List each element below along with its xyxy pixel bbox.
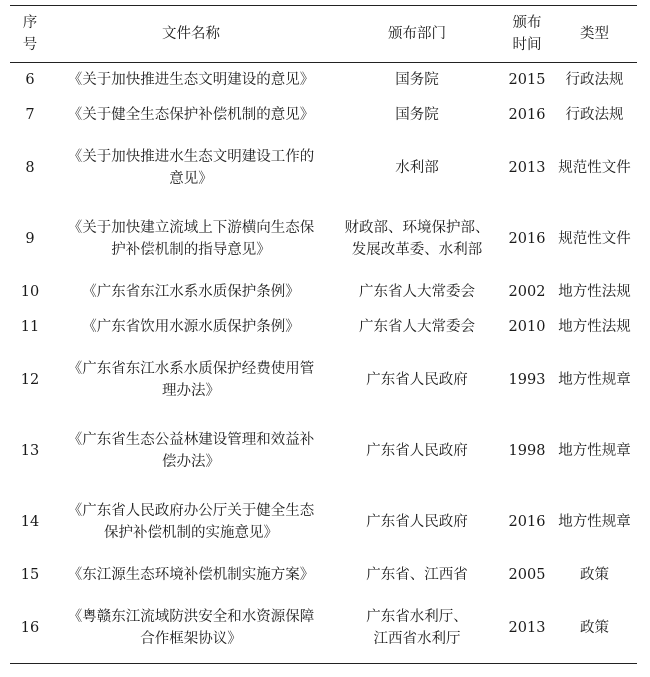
table-row: [10, 416, 637, 487]
cell-type: 地方性规章: [558, 443, 631, 459]
table-row: [10, 133, 637, 204]
cell-no: 6: [25, 72, 35, 89]
table-header-row: [10, 6, 637, 63]
cell-year: 2016: [508, 107, 546, 123]
cell-no: 8: [25, 160, 35, 176]
cell-type: 行政法规: [565, 107, 624, 123]
cell-no: 11: [20, 319, 40, 335]
table-row: [10, 345, 637, 416]
table-row: [10, 98, 637, 133]
cell-dept: 广东省人民政府: [366, 443, 468, 459]
header-year: 颁布 时间: [502, 6, 552, 63]
cell-dept: 国务院: [395, 107, 439, 123]
cell-dept: 财政部、环境保护部、 发展改革委、水利部: [344, 220, 490, 258]
cell-dept: 广东省、江西省: [366, 567, 468, 583]
cell-name: 《东江源生态环境补偿机制实施方案》: [67, 567, 315, 583]
cell-year: 2016: [508, 231, 546, 247]
table-row: [10, 275, 637, 310]
cell-year: 2013: [508, 160, 546, 176]
cell-type: 政策: [552, 593, 637, 664]
cell-dept: 国务院: [395, 72, 439, 89]
cell-name: 《关于加快推进生态文明建设的意见》: [67, 72, 315, 89]
cell-type: 地方性法规: [558, 319, 631, 335]
cell-no: 16: [10, 593, 50, 664]
cell-dept: 广东省水利厅、 江西省水利厅: [332, 593, 502, 664]
cell-name: 《广东省东江水系水质保护条例》: [82, 284, 300, 300]
cell-type: 规范性文件: [558, 160, 631, 176]
cell-name: 《广东省人民政府办公厅关于健全生态 保护补偿机制的实施意见》: [67, 503, 315, 541]
table-row: [10, 63, 637, 98]
cell-type: 地方性规章: [558, 514, 631, 530]
table-row: [10, 204, 637, 275]
cell-no: 13: [20, 443, 40, 459]
cell-year: 2005: [508, 567, 546, 583]
cell-name: 《粤赣东江流域防洪安全和水资源保障 合作框架协议》: [50, 593, 332, 664]
cell-dept: 广东省人大常委会: [359, 319, 475, 335]
cell-year: 2010: [508, 319, 546, 335]
cell-name: 《广东省饮用水源水质保护条例》: [82, 319, 300, 335]
cell-dept: 水利部: [395, 160, 439, 176]
cell-type: 政策: [580, 567, 609, 583]
cell-year: 1998: [508, 443, 546, 459]
cell-type: 地方性规章: [558, 372, 631, 388]
cell-dept: 广东省人民政府: [366, 372, 468, 388]
cell-name: 《广东省生态公益林建设管理和效益补 偿办法》: [67, 432, 315, 470]
cell-type: 行政法规: [565, 72, 624, 89]
cell-year: 2013: [502, 593, 552, 664]
regulations-table: [10, 5, 637, 664]
header-name: 文件名称: [50, 6, 332, 63]
cell-name: 《广东省东江水系水质保护经费使用管 理办法》: [67, 361, 315, 399]
header-dept: 颁布部门: [332, 6, 502, 63]
cell-no: 9: [25, 231, 35, 247]
cell-dept: 广东省人民政府: [366, 514, 468, 530]
cell-name: 《关于加快建立流域上下游横向生态保 护补偿机制的指导意见》: [67, 220, 315, 258]
cell-type: 地方性法规: [558, 284, 631, 300]
cell-name: 《关于健全生态保护补偿机制的意见》: [67, 107, 315, 123]
cell-year: 2015: [508, 72, 546, 89]
cell-no: 10: [20, 284, 40, 300]
cell-no: 7: [25, 107, 35, 123]
cell-type: 规范性文件: [558, 231, 631, 247]
table-row: [10, 310, 637, 345]
table-row: [10, 558, 637, 593]
cell-year: 2016: [508, 514, 546, 530]
cell-name: 《关于加快推进水生态文明建设工作的 意见》: [67, 149, 315, 187]
table-row: [10, 487, 637, 558]
cell-no: 12: [20, 372, 40, 388]
header-type: 类型: [552, 6, 637, 63]
cell-year: 1993: [508, 372, 546, 388]
cell-dept: 广东省人大常委会: [359, 284, 475, 300]
cell-no: 15: [20, 567, 40, 583]
header-no: 序 号: [10, 6, 50, 63]
cell-no: 14: [20, 514, 40, 530]
cell-year: 2002: [508, 284, 546, 300]
table-row: [10, 593, 637, 664]
